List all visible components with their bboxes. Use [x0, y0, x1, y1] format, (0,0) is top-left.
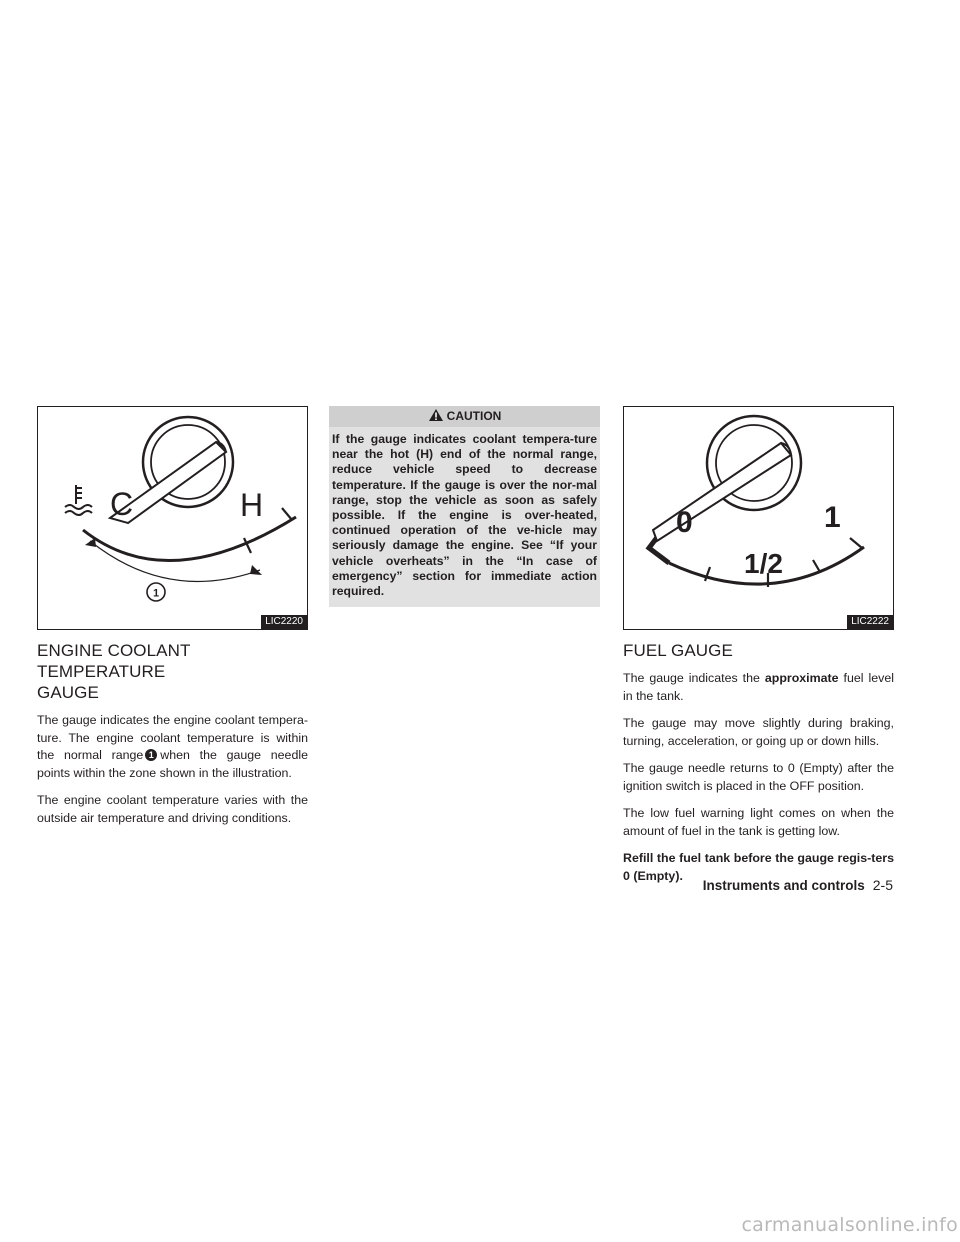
fuel-p1-bold: approximate — [764, 671, 839, 685]
watermark: carmanualsonline.info — [741, 1214, 958, 1236]
caution-header — [329, 406, 600, 427]
warning-triangle-icon — [428, 408, 444, 422]
coolant-gauge-figure — [37, 406, 308, 630]
fuel-paragraph-5: Refill the fuel tank before the gauge regis-ters 0 (Empty). — [623, 851, 894, 883]
fuel-p1-text-b: fuel level in the tank. — [623, 671, 894, 703]
page-number: 2-5 — [872, 877, 893, 893]
coolant-title-line2: GAUGE — [37, 683, 99, 702]
fuel-gauge-illustration — [624, 407, 893, 629]
fuel-paragraph-1 — [623, 670, 894, 705]
coolant-temperature-icon — [65, 485, 92, 515]
gauge-half-mark: 1/2 — [744, 548, 783, 579]
callout-inline-number: 1 — [145, 749, 157, 761]
fuel-gauge-figure — [623, 406, 894, 630]
coolant-p1-text-a: The gauge indicates the engine coolant tempera-ture. The engine coolant temperature is within the normal range — [37, 713, 308, 762]
gauge-cold-mark: C — [110, 486, 134, 522]
right-column — [623, 406, 894, 895]
fuel-section-title: FUEL GAUGE — [623, 641, 733, 660]
page-footer — [703, 877, 893, 893]
fuel-paragraph-4: The low fuel warning light comes on when the amount of fuel in the tank is getting low. — [623, 806, 894, 838]
gauge-empty-mark: 0 — [676, 506, 693, 539]
coolant-gauge-illustration — [38, 407, 307, 629]
coolant-paragraph-2: The engine coolant temperature varies with the outside air temperature and driving conditions. — [37, 793, 308, 825]
fuel-paragraph-2: The gauge may move slightly during braking, turning, acceleration, or going up or down hills. — [623, 716, 894, 748]
coolant-paragraph-1 — [37, 712, 308, 782]
fuel-p1-text-a: The gauge indicates the — [623, 671, 760, 685]
callout-number: 1 — [152, 587, 160, 600]
figure-label: LIC2222 — [847, 615, 893, 629]
caution-box — [329, 406, 600, 607]
caution-body: If the gauge indicates coolant tempera-ture near the hot (H) end of the normal range, reduce vehicle speed to decrease temperature. If the gauge is over the nor-mal range, stop the vehicle as soon as safely possible. If the engine is over-heated, continued operation of the ve-hicle may seriously damage the engine. See “If your vehicle overheats” in the “In case of emergency” section for immediate action required. — [332, 432, 597, 599]
coolant-title-line1: ENGINE COOLANT TEMPERATURE — [37, 641, 191, 681]
figure-label: LIC2220 — [261, 615, 307, 629]
coolant-p1-text-b: when the gauge needle points within the zone shown in the illustration. — [37, 748, 308, 780]
middle-column — [329, 406, 600, 607]
footer-section: Instruments and controls — [702, 878, 865, 893]
gauge-full-mark: 1 — [824, 501, 841, 534]
caution-title: CAUTION — [446, 409, 502, 423]
left-column — [37, 406, 308, 837]
fuel-paragraph-3: The gauge needle returns to 0 (Empty) after the ignition switch is placed in the OFF position. — [623, 761, 894, 793]
coolant-section-title — [37, 640, 308, 703]
gauge-hot-mark: H — [240, 487, 264, 523]
